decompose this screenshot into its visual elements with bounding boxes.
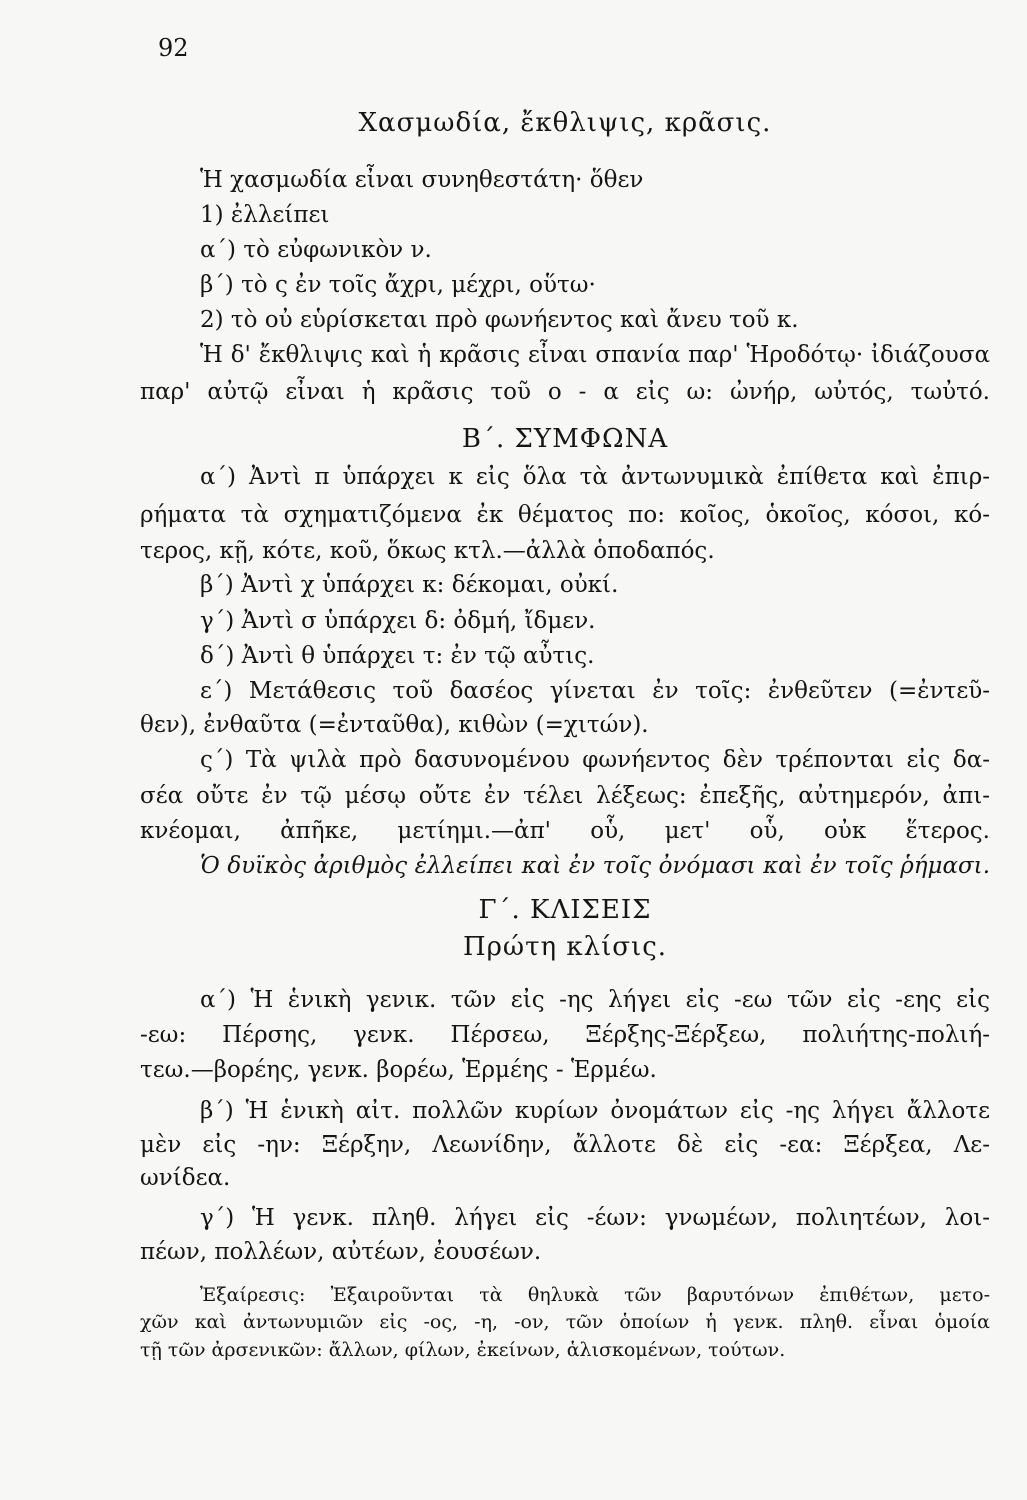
text-line: -εω: Πέρσης, γενκ. Πέρσεω, Ξέρξης-Ξέρξεω, πολιήτης-πολιή- — [140, 1022, 990, 1048]
page-number: 92 — [158, 34, 189, 62]
text-line: β΄) τὸ ς ἐν τοῖς ἄχρι, μέχρι, οὕτω· — [200, 272, 596, 298]
text-line: Ἡ χασμωδία εἶναι συνηθεστάτη· ὅθεν — [200, 167, 644, 193]
text-line: Πρώτη κλίσις. — [462, 932, 668, 962]
text-line: Ἐξαίρεσις: Ἐξαιροῦνται τὰ θηλυκὰ τῶν βαρυτόνων ἐπιθέτων, μετο- — [200, 1284, 990, 1306]
text-line: α΄) τὸ εὐφωνικὸν ν. — [200, 237, 432, 263]
text-line: Γ΄. ΚΛΙΣΕΙΣ — [478, 895, 652, 925]
text-line: α΄) Ἀντὶ π ὑπάρχει κ εἰς ὅλα τὰ ἀντωνυμικὰ ἐπίθετα καὶ ἐπιρ- — [200, 464, 990, 490]
text-line: β΄) Ἡ ἑνικὴ αἰτ. πολλῶν κυρίων ὀνομάτων εἰς -ης λήγει ἄλλοτε — [200, 1098, 990, 1124]
text-line: Ἡ δ' ἔκθλιψις καὶ ἡ κρᾶσις εἶναι σπανία παρ' Ἡροδότῳ· ἰδιάζουσα — [200, 342, 990, 368]
text-line: γ΄) Ἡ γενκ. πληθ. λήγει εἰς -έων: γνωμέων, πολιητέων, λοι- — [200, 1205, 990, 1231]
text-line: Β΄. ΣΥΜΦΩΝΑ — [461, 424, 669, 454]
text-line: χῶν καὶ ἀντωνυμιῶν εἰς -ος, -η, -ον, τῶν ὁποίων ἡ γενκ. πληθ. εἶναι ὁμοία — [140, 1311, 990, 1333]
text-line: παρ' αὐτῷ εἶναι ἡ κρᾶσις τοῦ ο - α εἰς ω: ὠνήρ, ωὐτός, τωὐτό. — [140, 379, 990, 405]
text-line: α΄) Ἡ ἑνικὴ γενικ. τῶν εἰς -ης λήγει εἰς -εω τῶν εἰς -εης εἰς — [200, 987, 990, 1013]
text-line: τῇ τῶν ἀρσενικῶν: ἄλλων, φίλων, ἐκείνων, ἁλισκομένων, τούτων. — [140, 1339, 786, 1361]
text-line: τεω.—βορέης, γενκ. βορέω, Ἑρμέης - Ἑρμέω. — [140, 1057, 657, 1083]
text-line: κνέομαι, ἀπῆκε, μετίημι.—ἀπ' οὗ, μετ' οὗ, οὐκ ἕτερος. — [140, 818, 990, 844]
text-line: θεν), ἐνθαῦτα (=ἐνταῦθα), κιθὼν (=χιτών). — [140, 712, 649, 738]
text-line: ε΄) Μετάθεσις τοῦ δασέος γίνεται ἐν τοῖς: ἐνθεῦτεν (=ἐντεῦ- — [200, 678, 990, 704]
text-line: σέα οὔτε ἐν τῷ μέσῳ οὔτε ἐν τέλει λέξεως: ἐπεξῆς, αὐτημερόν, ἀπι- — [140, 783, 990, 809]
text-line: Ὁ δυϊκὸς ἀριθμὸς ἐλλείπει καὶ ἐν τοῖς ὀνόμασι καὶ ἐν τοῖς ῥήμασι. — [200, 853, 990, 879]
text-line: τερος, κῇ, κότε, κοῦ, ὅκως κτλ.—ἀλλὰ ὁποδαπός. — [140, 538, 715, 564]
text-line: μὲν εἰς -ην: Ξέρξην, Λεωνίδην, ἄλλοτε δὲ εἰς -εα: Ξέρξεα, Λε- — [140, 1132, 990, 1158]
text-line: ρήματα τὰ σχηματιζόμενα ἐκ θέματος πο: κοῖος, ὁκοῖος, κόσοι, κό- — [140, 502, 990, 528]
text-line: δ΄) Ἀντὶ θ ὑπάρχει τ: ἐν τῷ αὖτις. — [200, 643, 595, 669]
text-line: 1) ἐλλείπει — [200, 202, 330, 228]
text-line: ωνίδεα. — [140, 1165, 231, 1191]
text-line: πέων, πολλέων, αὐτέων, ἐουσέων. — [140, 1239, 542, 1265]
text-line: Χασμωδία, ἔκθλιψις, κρᾶσις. — [358, 108, 772, 138]
text-line: β΄) Ἀντὶ χ ὑπάρχει κ: δέκομαι, οὐκί. — [200, 572, 619, 598]
text-line: γ΄) Ἀντὶ σ ὑπάρχει δ: ὀδμή, ἴδμεν. — [200, 608, 596, 634]
text-line: 2) τὸ οὐ εὑρίσκεται πρὸ φωνήεντος καὶ ἄνευ τοῦ κ. — [200, 307, 799, 333]
text-line: ς΄) Τὰ ψιλὰ πρὸ δασυνομένου φωνήεντος δὲν τρέπονται εἰς δα- — [200, 747, 990, 773]
